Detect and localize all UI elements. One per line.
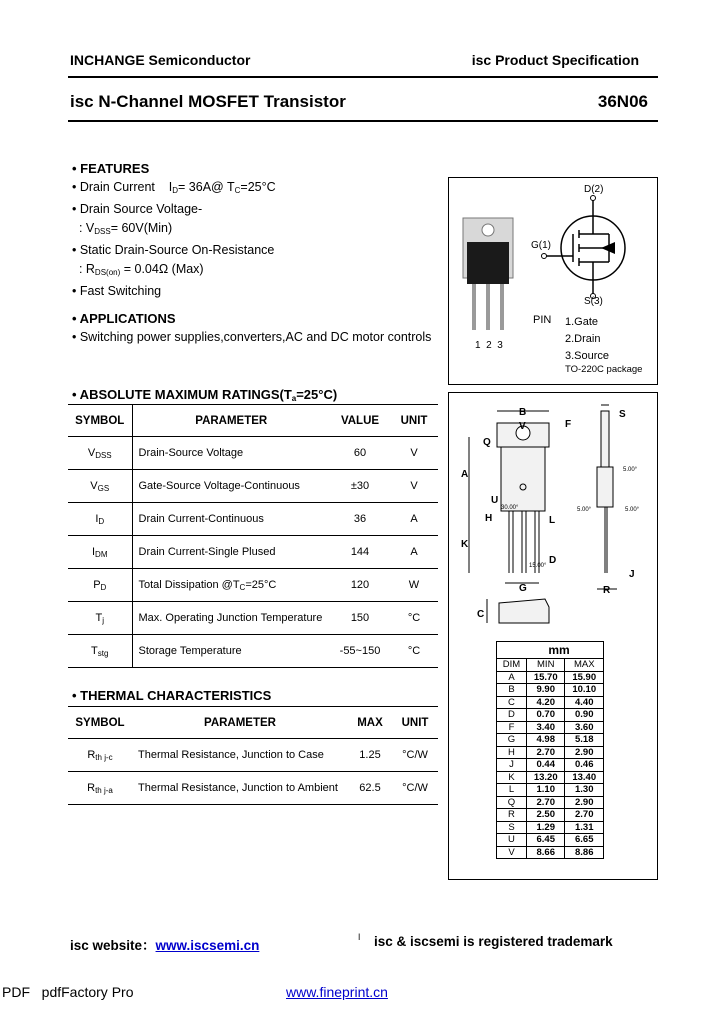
unit-cell: A (390, 503, 438, 536)
gate-label: G(1) (531, 240, 551, 251)
table-row (68, 470, 438, 503)
dim-cell: B (497, 684, 527, 697)
dim-cell: D (497, 709, 527, 722)
col-max: MAX (348, 707, 392, 739)
min-cell: 15.70 (526, 671, 565, 684)
dim-cell: V (497, 846, 527, 859)
dim-unit-header: mm (497, 642, 604, 659)
min-cell: 8.66 (526, 846, 565, 859)
min-cell: 0.44 (526, 759, 565, 772)
dim-label-q: Q (483, 437, 491, 448)
website-line: isc website：www.iscsemi.cn (70, 938, 260, 953)
symbol-cell: $V_{DSS}$ (68, 437, 132, 470)
feature-item: • Static Drain-Source On-Resistance (72, 243, 275, 257)
feature-item: • Drain Source Voltage- (72, 202, 203, 216)
dim-cell: G (497, 734, 527, 747)
min-cell: 1.10 (526, 784, 565, 797)
unit-cell: °C (390, 635, 438, 668)
table-row (497, 846, 604, 859)
parameter-cell: Max. Operating Junction Temperature (132, 602, 330, 635)
dim-cell: R (497, 809, 527, 822)
value-cell: 150 (330, 602, 390, 635)
pin-list (565, 314, 609, 365)
parameter-cell: Total Dissipation $@T_C=25^\circ C$ (132, 569, 330, 602)
max-cell: 62.5 (348, 772, 392, 805)
angle-note: 15.00° (529, 563, 547, 569)
package-outline-drawing (449, 393, 657, 629)
source-label: S(3) (584, 296, 603, 307)
title-divider (68, 120, 658, 122)
dim-label-v: V (519, 421, 526, 432)
max-cell: 5.18 (565, 734, 604, 747)
table-row (497, 696, 604, 709)
max-cell: 8.86 (565, 846, 604, 859)
parameter-cell: Drain Current-Single Plused (132, 536, 330, 569)
value-cell: 144 (330, 536, 390, 569)
dim-cell: F (497, 721, 527, 734)
dim-label-l: L (549, 515, 556, 526)
parameter-cell: Thermal Resistance, Junction to Ambient (132, 772, 348, 805)
angle-note: 5.00° (623, 467, 638, 473)
value-cell: ±30 (330, 470, 390, 503)
col-symbol: SYMBOL (68, 405, 132, 437)
dim-label-b: B (519, 407, 527, 418)
dim-label-d: D (549, 555, 557, 566)
dim-cell: U (497, 834, 527, 847)
col-unit: UNIT (390, 405, 438, 437)
pin-gate: 1.Gate (565, 316, 599, 328)
table-row (497, 771, 604, 784)
table-row (68, 569, 438, 602)
table-row (68, 739, 438, 772)
table-header-row (68, 405, 438, 437)
table-row (497, 809, 604, 822)
table-row (497, 746, 604, 759)
col-parameter: PARAMETER (132, 707, 348, 739)
angle-note: 5.00° (577, 507, 592, 513)
min-cell: 2.70 (526, 746, 565, 759)
symbol-cell: $R_{th j-a}$ (68, 772, 132, 805)
table-row (68, 437, 438, 470)
table-row (497, 684, 604, 697)
dim-cell: J (497, 759, 527, 772)
table-row (497, 759, 604, 772)
min-cell: 1.29 (526, 821, 565, 834)
min-cell: 6.45 (526, 834, 565, 847)
table-header-row (497, 659, 604, 672)
symbol-cell: $I_D$ (68, 503, 132, 536)
spec-label: isc Product Specification (471, 52, 639, 68)
col-value: VALUE (330, 405, 390, 437)
dim-cell: H (497, 746, 527, 759)
max-cell: 4.40 (565, 696, 604, 709)
dim-cell: Q (497, 796, 527, 809)
page-title: isc N-Channel MOSFET Transistor (70, 92, 346, 111)
table-row (497, 834, 604, 847)
col-dim: DIM (497, 659, 527, 672)
drain-label: D(2) (584, 184, 604, 195)
unit-cell: °C/W (392, 772, 438, 805)
table-row (68, 635, 438, 668)
dim-label-k: K (461, 539, 469, 550)
dim-label-a: A (461, 469, 469, 480)
max-cell: 6.65 (565, 834, 604, 847)
unit-cell: °C (390, 602, 438, 635)
body-diode-icon (601, 242, 615, 254)
unit-cell: W (390, 569, 438, 602)
pin-numbers: 1 2 3 (475, 340, 503, 351)
table-row (497, 784, 604, 797)
table-row (68, 536, 438, 569)
fineprint-link[interactable]: www.fineprint.cn (286, 984, 388, 1000)
min-cell: 9.90 (526, 684, 565, 697)
dim-label-g: G (519, 583, 527, 594)
min-cell: 2.50 (526, 809, 565, 822)
dim-label-c: C (477, 609, 485, 620)
max-cell: 1.30 (565, 784, 604, 797)
table-row (497, 734, 604, 747)
dim-cell: A (497, 671, 527, 684)
pin-drain: 2.Drain (565, 333, 601, 345)
header-divider (68, 76, 658, 78)
min-cell: 4.20 (526, 696, 565, 709)
dim-cell: C (497, 696, 527, 709)
pinout-drawing (449, 178, 657, 384)
table-row (497, 821, 604, 834)
feature-item: • Drain Current $I_D=$ 36A@ $T_C=25^\circ C$ (72, 180, 276, 195)
abs-max-heading: • ABSOLUTE MAXIMUM $RATINGS(T_a=25^\circ C)$ (72, 387, 338, 403)
min-cell: 13.20 (526, 771, 565, 784)
symbol-cell: $R_{th j-c}$ (68, 739, 132, 772)
feature-item: : $R_{DS(on)} = 0.04\Omega$ (Max) (72, 262, 204, 277)
application-item: • Switching power supplies,converters,AC and DC motor controls (72, 330, 432, 344)
unit-cell: V (390, 437, 438, 470)
parameter-cell: Gate-Source Voltage-Continuous (132, 470, 330, 503)
angle-note: 30.00° (501, 505, 519, 511)
pdf-factory-text: PDF pdfFactory Pro (2, 984, 134, 1000)
col-symbol: SYMBOL (68, 707, 132, 739)
pin-source: 3.Source (565, 350, 610, 362)
unit-cell: °C/W (392, 739, 438, 772)
table-row (497, 709, 604, 722)
max-cell: 13.40 (565, 771, 604, 784)
abs-max-table (68, 404, 438, 668)
max-cell: 15.90 (565, 671, 604, 684)
min-cell: 4.98 (526, 734, 565, 747)
parameter-cell: Thermal Resistance, Junction to Case (132, 739, 348, 772)
applications-heading: • APPLICATIONS (72, 311, 176, 326)
symbol-cell: $T_{stg}$ (68, 635, 132, 668)
max-cell: 3.60 (565, 721, 604, 734)
col-max: MAX (565, 659, 604, 672)
value-cell: 36 (330, 503, 390, 536)
feature-item: • Fast Switching (72, 284, 162, 298)
max-cell: 10.10 (565, 684, 604, 697)
website-link[interactable]: www.iscsemi.cn (155, 938, 260, 953)
max-cell: 1.31 (565, 821, 604, 834)
pinout-box (448, 177, 658, 385)
package-photo (463, 218, 513, 330)
col-parameter: PARAMETER (132, 405, 330, 437)
max-cell: 2.70 (565, 809, 604, 822)
max-cell: 0.46 (565, 759, 604, 772)
table-header-row (68, 707, 438, 739)
footer-separator: ǀ (358, 932, 361, 942)
dim-label-r: R (603, 585, 611, 596)
parameter-cell: Drain-Source Voltage (132, 437, 330, 470)
value-cell: 120 (330, 569, 390, 602)
pin-heading: PIN (533, 314, 552, 326)
dim-cell: L (497, 784, 527, 797)
thermal-table (68, 706, 438, 805)
dimension-table (496, 641, 604, 859)
symbol-cell: $P_D$ (68, 569, 132, 602)
company-name: INCHANGE Semiconductor (70, 52, 251, 68)
parameter-cell: Drain Current-Continuous (132, 503, 330, 536)
angle-note: 5.00° (625, 507, 640, 513)
table-row (68, 602, 438, 635)
symbol-cell: $T_j$ (68, 602, 132, 635)
max-cell: 2.90 (565, 746, 604, 759)
table-row (68, 772, 438, 805)
symbol-cell: $V_{GS}$ (68, 470, 132, 503)
package-type: TO-220C package (565, 364, 643, 375)
dim-label-j: J (629, 569, 635, 580)
table-row (497, 671, 604, 684)
col-min: MIN (526, 659, 565, 672)
min-cell: 2.70 (526, 796, 565, 809)
max-cell: 2.90 (565, 796, 604, 809)
features-heading: • FEATURES (72, 161, 150, 176)
dim-label-u: U (491, 495, 499, 506)
table-row (68, 503, 438, 536)
symbol-cell: $I_{DM}$ (68, 536, 132, 569)
table-row (497, 796, 604, 809)
max-cell: 0.90 (565, 709, 604, 722)
max-cell: 1.25 (348, 739, 392, 772)
trademark-text: isc & iscsemi is registered trademark (374, 934, 613, 949)
features-list (72, 178, 276, 301)
col-unit: UNIT (392, 707, 438, 739)
min-cell: 0.70 (526, 709, 565, 722)
min-cell: 3.40 (526, 721, 565, 734)
feature-item: : $V_{DSS}= 60V(Min)$ (72, 221, 173, 236)
parameter-cell: Storage Temperature (132, 635, 330, 668)
dim-cell: S (497, 821, 527, 834)
unit-cell: V (390, 470, 438, 503)
value-cell: -55~150 (330, 635, 390, 668)
dim-label-h: H (485, 513, 493, 524)
thermal-heading: • THERMAL CHARACTERISTICS (72, 688, 272, 703)
dim-cell: K (497, 771, 527, 784)
value-cell: 60 (330, 437, 390, 470)
dim-label-f: F (565, 419, 572, 430)
table-row (497, 721, 604, 734)
unit-cell: A (390, 536, 438, 569)
part-number: 36N06 (597, 92, 648, 111)
dim-label-s: S (619, 409, 626, 420)
